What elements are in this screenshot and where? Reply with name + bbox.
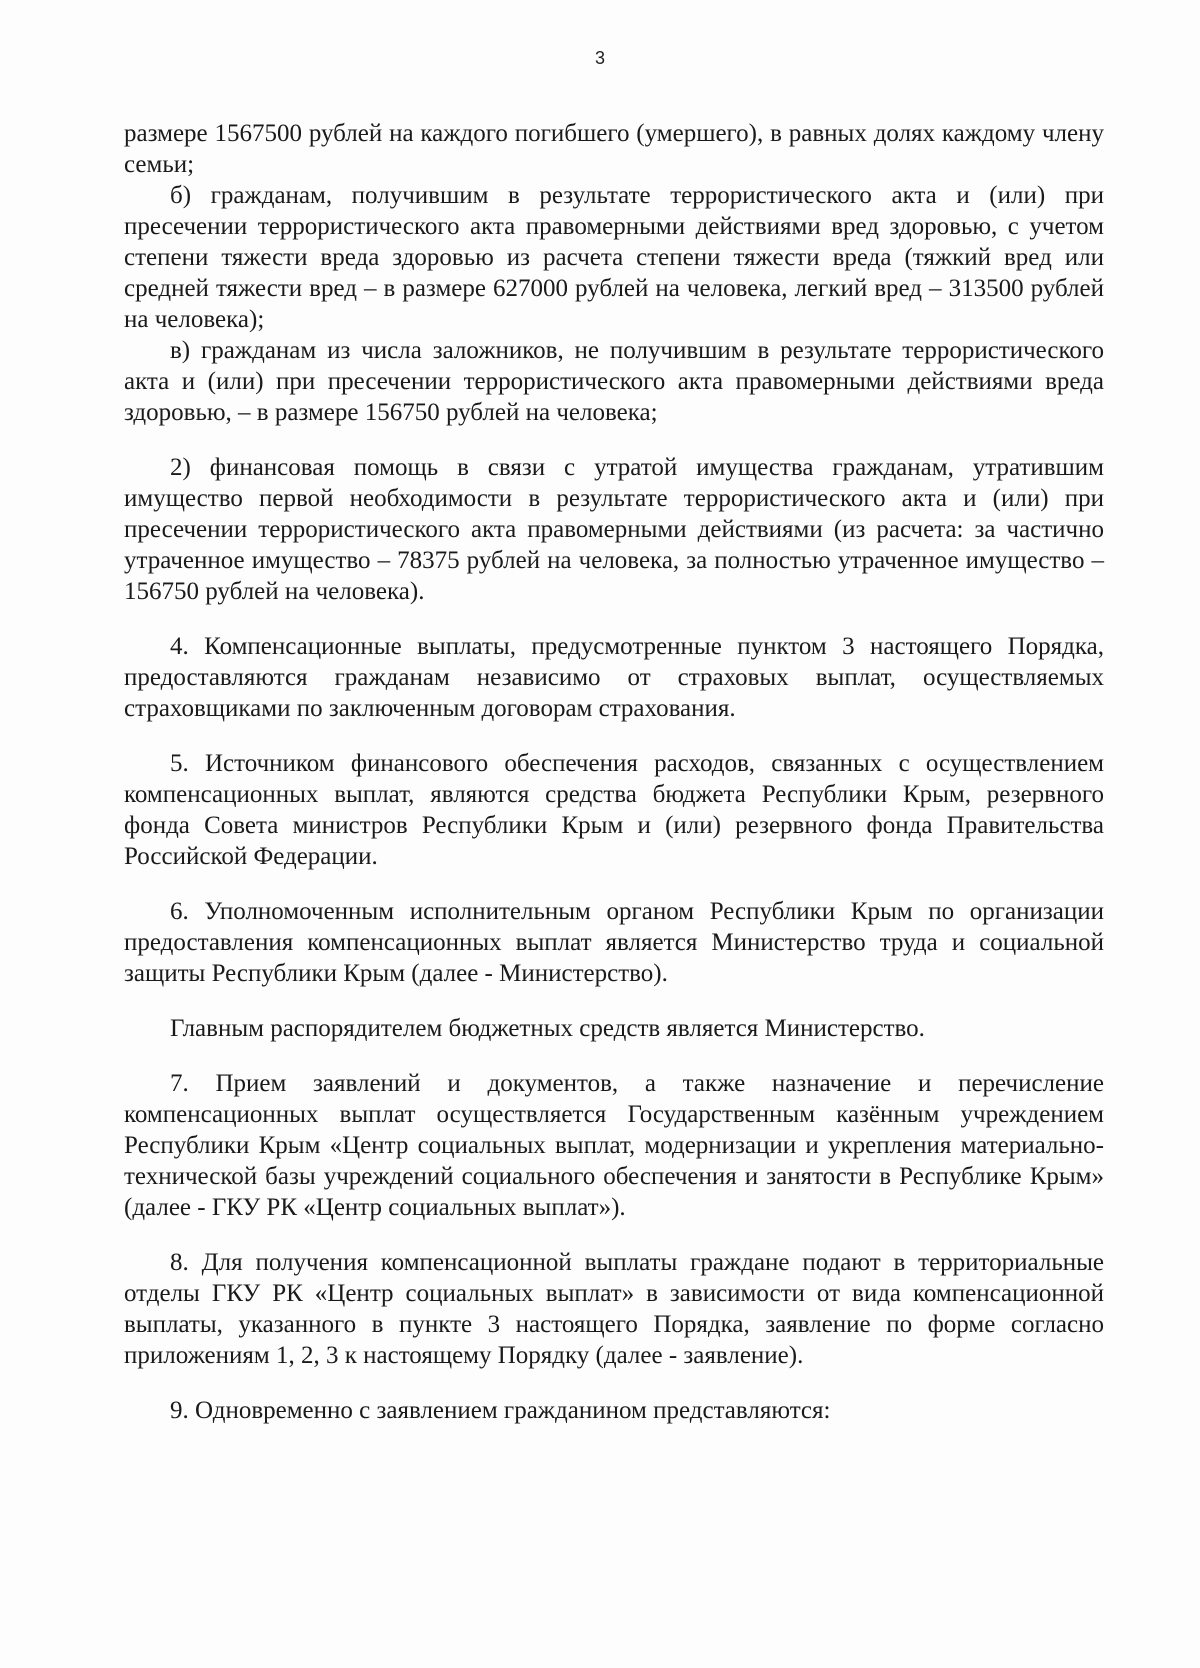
page-number: 3 bbox=[594, 48, 605, 68]
paragraph-8: 8. Для получения компенсационной выплаты граждане подают в территориальные отделы ГКУ РК «Центр социальных выплат» в зависимости от вида компенсационной выплаты, указанного в пункте 3 настоящего Порядка, заявление по форме согласно приложениям 1, 2, 3 к настоящему Порядку (далее - заявление). bbox=[124, 1249, 1104, 1369]
paragraph-7: 7. Прием заявлений и документов, а также назначение и перечисление компенсационных выплат осуществляется Государственным казённым учреждением Республики Крым «Центр социальных выплат, модернизации и укрепления материально-технической базы учреждений социального обеспечения и занятости в Республике Крым» (далее - ГКУ РК «Центр социальных выплат»). bbox=[124, 1070, 1104, 1221]
document-body bbox=[124, 118, 1104, 1426]
paragraph-item-v: в) гражданам из числа заложников, не получившим в результате террористического акта и (или) при пресечении террористического акта правомерными действиями вреда здоровью, – в размере 156750 рублей на человека; bbox=[124, 337, 1104, 426]
paragraph-main-manager: Главным распорядителем бюджетных средств является Министерство. bbox=[170, 1015, 925, 1042]
paragraph-4: 4. Компенсационные выплаты, предусмотренные пунктом 3 настоящего Порядка, предоставляются гражданам независимо от страховых выплат, осуществляемых страховщиками по заключенным договорам страхования. bbox=[124, 633, 1104, 722]
paragraph-5: 5. Источником финансового обеспечения расходов, связанных с осуществлением компенсационных выплат, являются средства бюджета Республики Крым, резервного фонда Совета министров Республики Крым и (или) резервного фонда Правительства Российской Федерации. bbox=[124, 750, 1104, 870]
paragraph-continuation: размере 1567500 рублей на каждого погибшего (умершего), в равных долях каждому члену семьи; bbox=[124, 120, 1104, 178]
paragraph-item-b: б) гражданам, получившим в результате террористического акта и (или) при пресечении террористического акта правомерными действиями вред здоровью, с учетом степени тяжести вреда здоровью из расчета степени тяжести вреда (тяжкий вред или средней тяжести вред – в размере 627000 рублей на человека, легкий вред – 313500 рублей на человека); bbox=[124, 182, 1104, 333]
paragraph-9: 9. Одновременно с заявлением гражданином представляются: bbox=[170, 1397, 831, 1424]
paragraph-item-2: 2) финансовая помощь в связи с утратой имущества гражданам, утратившим имущество первой необходимости в результате террористического акта и (или) при пресечении террористического акта правомерными действиями (из расчета: за частично утраченное имущество – 78375 рублей на человека, за полностью утраченное имущество – 156750 рублей на человека). bbox=[124, 454, 1104, 605]
paragraph-6: 6. Уполномоченным исполнительным органом Республики Крым по организации предоставления компенсационных выплат является Министерство труда и социальной защиты Республики Крым (далее - Министерство). bbox=[124, 898, 1104, 987]
